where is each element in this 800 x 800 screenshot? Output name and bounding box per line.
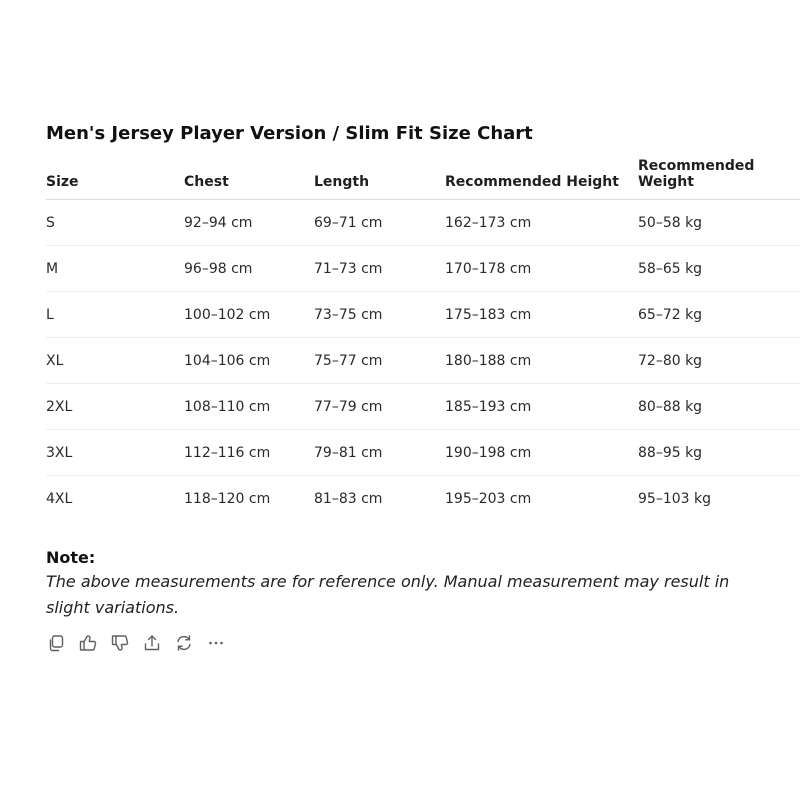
note-body: The above measurements are for reference only. Manual measurement may result in slight variations. (46, 572, 730, 617)
regenerate-button[interactable] (174, 635, 194, 655)
cell-weight: 65–72 kg (638, 292, 800, 338)
cell-height: 185–193 cm (445, 384, 638, 430)
header-chest: Chest (184, 158, 314, 200)
table-row (46, 430, 800, 476)
cell-length: 75–77 cm (314, 338, 445, 384)
cell-weight: 58–65 kg (638, 246, 800, 292)
note-title: Note: (46, 548, 96, 567)
cell-chest: 100–102 cm (184, 292, 314, 338)
cell-size: XL (46, 338, 184, 384)
note-section (46, 547, 766, 621)
cell-chest: 118–120 cm (184, 490, 271, 507)
cell-length: 79–81 cm (314, 430, 445, 476)
table-row (46, 338, 800, 384)
more-icon (206, 633, 226, 657)
cell-weight: 80–88 kg (638, 384, 800, 430)
message-content (46, 120, 800, 655)
cell-length: 77–79 cm (314, 384, 445, 430)
cell-weight: 88–95 kg (638, 430, 800, 476)
cell-chest: 108–110 cm (184, 384, 314, 430)
cell-length: 81–83 cm (314, 490, 383, 507)
cell-length: 71–73 cm (314, 246, 445, 292)
table-header-row (46, 158, 800, 200)
cell-size: L (46, 292, 184, 338)
size-chart-table (46, 158, 800, 521)
cell-length: 69–71 cm (314, 200, 445, 246)
share-button[interactable] (142, 635, 162, 655)
cell-length: 73–75 cm (314, 292, 445, 338)
cell-size: S (46, 200, 184, 246)
share-icon (142, 633, 162, 657)
cell-chest: 96–98 cm (184, 246, 314, 292)
cell-weight: 50–58 kg (638, 200, 800, 246)
cell-height: 175–183 cm (445, 292, 638, 338)
cell-height: 170–178 cm (445, 246, 638, 292)
cell-chest: 92–94 cm (184, 200, 314, 246)
cell-height: 195–203 cm (445, 490, 532, 507)
cell-size: 3XL (46, 430, 184, 476)
header-length: Length (314, 158, 445, 200)
header-size: Size (46, 158, 184, 200)
copy-icon (46, 633, 66, 657)
size-chart-title: Men's Jersey Player Version / Slim Fit Size Chart (46, 123, 533, 144)
cell-height: 180–188 cm (445, 338, 638, 384)
cell-chest: 112–116 cm (184, 430, 314, 476)
table-row (46, 200, 800, 246)
header-recommended-height: Recommended Height (445, 158, 638, 200)
thumbs-up-icon (78, 633, 98, 657)
thumbs-down-button[interactable] (110, 635, 130, 655)
cell-height: 190–198 cm (445, 430, 638, 476)
copy-button[interactable] (46, 635, 66, 655)
cell-weight: 72–80 kg (638, 338, 800, 384)
thumbs-up-button[interactable] (78, 635, 98, 655)
cell-size: 2XL (46, 384, 184, 430)
table-row (46, 384, 800, 430)
cell-weight: 95–103 kg (638, 490, 711, 507)
table-row (46, 246, 800, 292)
cell-chest: 104–106 cm (184, 338, 314, 384)
header-recommended-weight: Recommended Weight (638, 158, 800, 200)
regenerate-icon (174, 633, 194, 657)
table-row (46, 476, 800, 522)
cell-size: M (46, 246, 184, 292)
message-actions (46, 635, 800, 655)
cell-height: 162–173 cm (445, 200, 638, 246)
thumbs-down-icon (110, 633, 130, 657)
table-row (46, 292, 800, 338)
cell-size: 4XL (46, 490, 73, 507)
more-button[interactable] (206, 635, 226, 655)
